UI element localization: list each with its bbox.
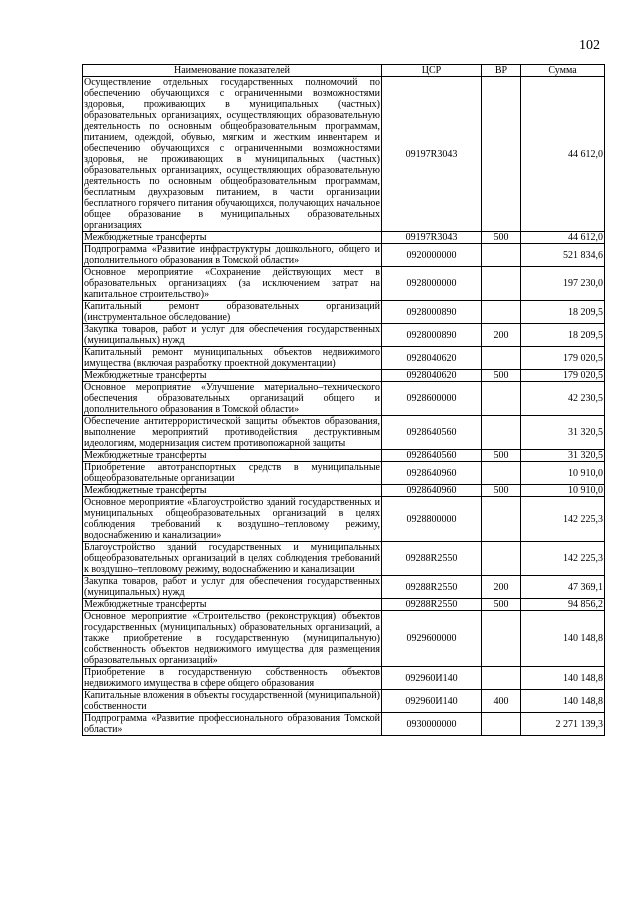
cell-sum: 31 320,5 — [521, 416, 605, 450]
cell-csr: 09197R3043 — [382, 77, 482, 232]
cell-vr — [482, 497, 521, 542]
cell-sum: 140 148,8 — [521, 611, 605, 667]
page-number: 102 — [579, 38, 600, 53]
cell-csr: 09288R2550 — [382, 599, 482, 611]
table-row — [83, 542, 605, 576]
table-row — [83, 599, 605, 611]
header-row — [83, 65, 605, 77]
cell-sum: 140 148,8 — [521, 667, 605, 690]
cell-name: Подпрограмма «Развитие инфраструктуры дошкольного, общего и дополнительного образования в Томской области» — [84, 244, 380, 266]
cell-sum: 10 910,0 — [521, 485, 605, 497]
cell-csr: 0928000890 — [382, 301, 482, 324]
cell-sum: 2 271 139,3 — [521, 713, 605, 736]
cell-sum: 197 230,0 — [521, 267, 605, 301]
cell-name: Основное мероприятие «Улучшение материально–технического обеспечения образовательных организаций общего и дополнительного образования в Томской области» — [84, 382, 380, 415]
cell-sum: 179 020,5 — [521, 370, 605, 382]
cell-vr — [482, 347, 521, 370]
cell-csr: 0920000000 — [382, 244, 482, 267]
cell-sum: 140 148,8 — [521, 690, 605, 713]
cell-sum: 179 020,5 — [521, 347, 605, 370]
cell-csr: 0930000000 — [382, 713, 482, 736]
table-row — [83, 576, 605, 599]
cell-sum: 42 230,5 — [521, 382, 605, 416]
cell-vr — [482, 611, 521, 667]
table-row — [83, 77, 605, 232]
cell-name: Межбюджетные трансферты — [83, 232, 382, 244]
table-row — [83, 667, 605, 690]
cell-csr: 0928640960 — [382, 462, 482, 485]
cell-sum: 142 225,3 — [521, 497, 605, 542]
header-sum: Сумма — [521, 65, 605, 77]
cell-name: Осуществление отдельных государственных полномочий по обеспечению обучающихся с ограниченными возможностями здоровья, проживающих в муниципальных (частных) образовательных организациях, осуществляющих образовательную деятельность по основным общеобразовательным программам, питанием, одеждой, обувью, мягким и жестким инвентарем и обеспечению обучающихся с ограниченными возможностями здоровья, не проживающих в муниципальных (частных) образовательных организациях, осуществляющих образовательную деятельность по основным общеобразовательным программам, бесплатным двухразовым питанием, в части организации бесплатного горячего питания обучающихся, получающих начальное общее образование в муниципальных образовательных организациях — [84, 77, 380, 231]
cell-csr: 0928000890 — [382, 324, 482, 347]
table-row — [83, 416, 605, 450]
cell-vr — [482, 267, 521, 301]
cell-csr: 0928040620 — [382, 347, 482, 370]
cell-csr: 09197R3043 — [382, 232, 482, 244]
table-row — [83, 462, 605, 485]
cell-sum: 18 209,5 — [521, 301, 605, 324]
table-row — [83, 347, 605, 370]
cell-vr — [482, 301, 521, 324]
table-row — [83, 244, 605, 267]
cell-csr: 0929600000 — [382, 611, 482, 667]
cell-sum: 44 612,0 — [521, 232, 605, 244]
cell-name: Межбюджетные трансферты — [83, 450, 382, 462]
cell-name: Закупка товаров, работ и услуг для обеспечения государственных (муниципальных) нужд — [84, 324, 380, 346]
cell-vr — [482, 244, 521, 267]
table-row — [83, 267, 605, 301]
cell-vr: 500 — [482, 485, 521, 497]
cell-name: Подпрограмма «Развитие профессионального образования Томской области» — [84, 713, 380, 735]
cell-vr: 500 — [482, 232, 521, 244]
cell-vr — [482, 382, 521, 416]
cell-csr: 0928800000 — [382, 497, 482, 542]
table-header — [83, 65, 605, 77]
cell-sum: 31 320,5 — [521, 450, 605, 462]
table-row — [83, 450, 605, 462]
table-row — [83, 611, 605, 667]
table-row — [83, 485, 605, 497]
cell-name: Благоустройство зданий государственных и муниципальных общеобразовательных организаций в целях соблюдения требований к воздушно–тепловому режиму, водоснабжению и канализации — [84, 542, 380, 575]
table-row — [83, 370, 605, 382]
cell-vr — [482, 416, 521, 450]
cell-name: Основное мероприятие «Сохранение действующих мест в образовательных организациях (за исключением затрат на капитальное строительство)» — [84, 267, 380, 300]
cell-vr: 500 — [482, 370, 521, 382]
cell-sum: 94 856,2 — [521, 599, 605, 611]
table-row — [83, 497, 605, 542]
table-row — [83, 324, 605, 347]
table-row — [83, 713, 605, 736]
cell-name: Межбюджетные трансферты — [83, 370, 382, 382]
cell-name: Приобретение в государственную собственность объектов недвижимого имущества в сфере общего образования — [84, 667, 380, 689]
cell-sum: 44 612,0 — [521, 77, 605, 232]
cell-name: Межбюджетные трансферты — [83, 485, 382, 497]
cell-name: Капитальный ремонт муниципальных объектов недвижимого имущества (включая разработку проектной документации) — [84, 347, 380, 369]
header-csr: ЦСР — [382, 65, 482, 77]
table-row — [83, 301, 605, 324]
header-vr: ВР — [482, 65, 521, 77]
cell-csr: 0928640960 — [382, 485, 482, 497]
header-name: Наименование показателей — [83, 65, 382, 77]
cell-csr: 0928640560 — [382, 450, 482, 462]
cell-vr — [482, 667, 521, 690]
cell-csr: 09288R2550 — [382, 542, 482, 576]
cell-name: Межбюджетные трансферты — [83, 599, 382, 611]
cell-name: Основное мероприятие «Благоустройство зданий государственных и муниципальных общеобразовательных организаций в целях соблюдения требований к воздушно–тепловому режиму, водоснабжению и канализации» — [84, 497, 380, 541]
cell-csr: 0928040620 — [382, 370, 482, 382]
table-body — [83, 77, 605, 736]
cell-vr — [482, 713, 521, 736]
cell-name: Капитальный ремонт образовательных организаций (инструментальное обследование) — [84, 301, 380, 323]
table-row — [83, 382, 605, 416]
budget-table — [82, 64, 605, 736]
cell-csr: 092960И140 — [382, 667, 482, 690]
cell-csr: 092960И140 — [382, 690, 482, 713]
cell-name: Обеспечение антитеррористической защиты объектов образования, выполнение мероприятий противодействия деструктивным идеологиям, модернизация систем противопожарной защиты — [84, 416, 380, 449]
cell-csr: 0928640560 — [382, 416, 482, 450]
cell-sum: 18 209,5 — [521, 324, 605, 347]
table-row — [83, 690, 605, 713]
cell-vr: 200 — [482, 576, 521, 599]
cell-vr: 500 — [482, 599, 521, 611]
cell-vr: 500 — [482, 450, 521, 462]
cell-name: Закупка товаров, работ и услуг для обеспечения государственных (муниципальных) нужд — [84, 576, 380, 598]
cell-name: Приобретение автотранспортных средств в муниципальные общеобразовательные организации — [84, 462, 380, 484]
cell-sum: 142 225,3 — [521, 542, 605, 576]
cell-vr: 400 — [482, 690, 521, 713]
cell-name: Основное мероприятие «Строительство (реконструкция) объектов государственных (муниципальных) образовательных организаций, а также приобретение в государственную (муниципальную) собственность объектов недвижимого имущества для размещения образовательных организаций» — [84, 611, 380, 666]
cell-vr — [482, 77, 521, 232]
cell-csr: 0928600000 — [382, 382, 482, 416]
cell-csr: 09288R2550 — [382, 576, 482, 599]
cell-vr — [482, 542, 521, 576]
cell-vr — [482, 462, 521, 485]
cell-sum: 10 910,0 — [521, 462, 605, 485]
cell-name: Капитальные вложения в объекты государственной (муниципальной) собственности — [84, 690, 380, 712]
cell-sum: 521 834,6 — [521, 244, 605, 267]
table-row — [83, 232, 605, 244]
cell-csr: 0928000000 — [382, 267, 482, 301]
cell-sum: 47 369,1 — [521, 576, 605, 599]
cell-vr: 200 — [482, 324, 521, 347]
